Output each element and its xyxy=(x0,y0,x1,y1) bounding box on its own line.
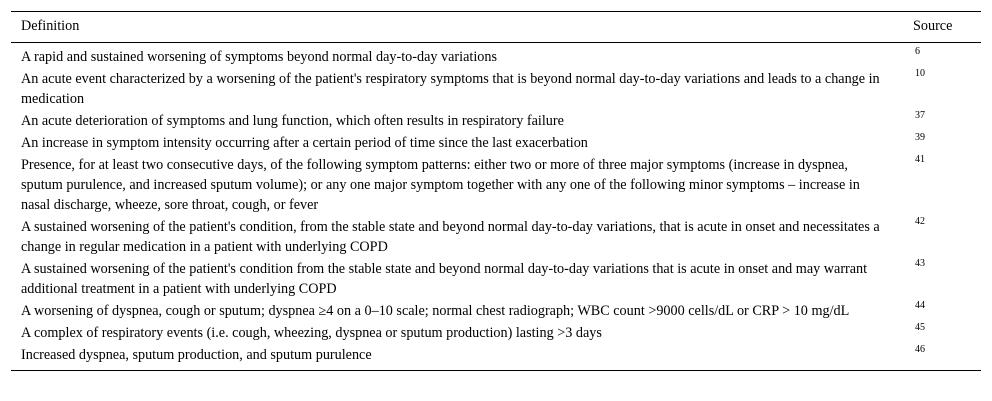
table-row xyxy=(11,258,981,300)
table-row xyxy=(11,344,981,366)
definition-cell: An acute event characterized by a worsening of the patient's respiratory symptoms that is beyond normal day-to-day variations and leads to a change in medication xyxy=(21,71,880,107)
definition-cell: An acute deterioration of symptoms and lung function, which often results in respiratory failure xyxy=(21,113,564,129)
definition-column-header: Definition xyxy=(21,18,80,34)
definitions-table xyxy=(11,11,981,371)
source-cell: 10 xyxy=(915,68,925,79)
source-cell: 43 xyxy=(915,258,925,269)
definition-cell: A sustained worsening of the patient's condition from the stable state and beyond normal day-to-day variations that is acute in onset and may warrant additional treatment in a patient with underlying COPD xyxy=(21,261,868,297)
table-row xyxy=(11,154,981,216)
definition-cell: Presence, for at least two consecutive days, of the following symptom patterns: either two or more of three major symptoms (increase in dyspnea, sputum purulence, and increased sputum volume); or any one major symptom together with any one of the following minor symptoms – increase in nasal discharge, wheeze, sore throat, cough, or fever xyxy=(21,157,860,213)
table-row xyxy=(11,300,981,322)
source-cell: 6 xyxy=(915,46,920,57)
definition-cell: A sustained worsening of the patient's condition, from the stable state and beyond normal day-to-day variations, that is acute in onset and necessitates a change in regular medication in a patient with underlying COPD xyxy=(21,219,880,255)
definition-cell: A complex of respiratory events (i.e. cough, wheezing, dyspnea or sputum production) lasting >3 days xyxy=(21,325,602,341)
definition-cell: A worsening of dyspnea, cough or sputum; dyspnea ≥4 on a 0–10 scale; normal chest radiograph; WBC count >9000 cells/dL or CRP > 10 mg/dL xyxy=(21,303,850,319)
definition-cell: A rapid and sustained worsening of symptoms beyond normal day-to-day variations xyxy=(21,49,497,65)
table-row xyxy=(11,46,981,68)
source-cell: 45 xyxy=(915,322,925,333)
table-row xyxy=(11,132,981,154)
source-column-header: Source xyxy=(913,18,953,34)
source-cell: 46 xyxy=(915,344,925,355)
table-row xyxy=(11,322,981,344)
table-row xyxy=(11,68,981,110)
table-bottom-rule xyxy=(11,370,981,371)
table-row xyxy=(11,216,981,258)
source-cell: 37 xyxy=(915,110,925,121)
definition-cell: Increased dyspnea, sputum production, and sputum purulence xyxy=(21,347,372,363)
table-body xyxy=(11,43,981,366)
table-header-row xyxy=(11,12,981,41)
source-cell: 44 xyxy=(915,300,925,311)
source-cell: 42 xyxy=(915,216,925,227)
table-row xyxy=(11,110,981,132)
source-cell: 39 xyxy=(915,132,925,143)
definition-cell: An increase in symptom intensity occurring after a certain period of time since the last exacerbation xyxy=(21,135,588,151)
source-cell: 41 xyxy=(915,154,925,165)
